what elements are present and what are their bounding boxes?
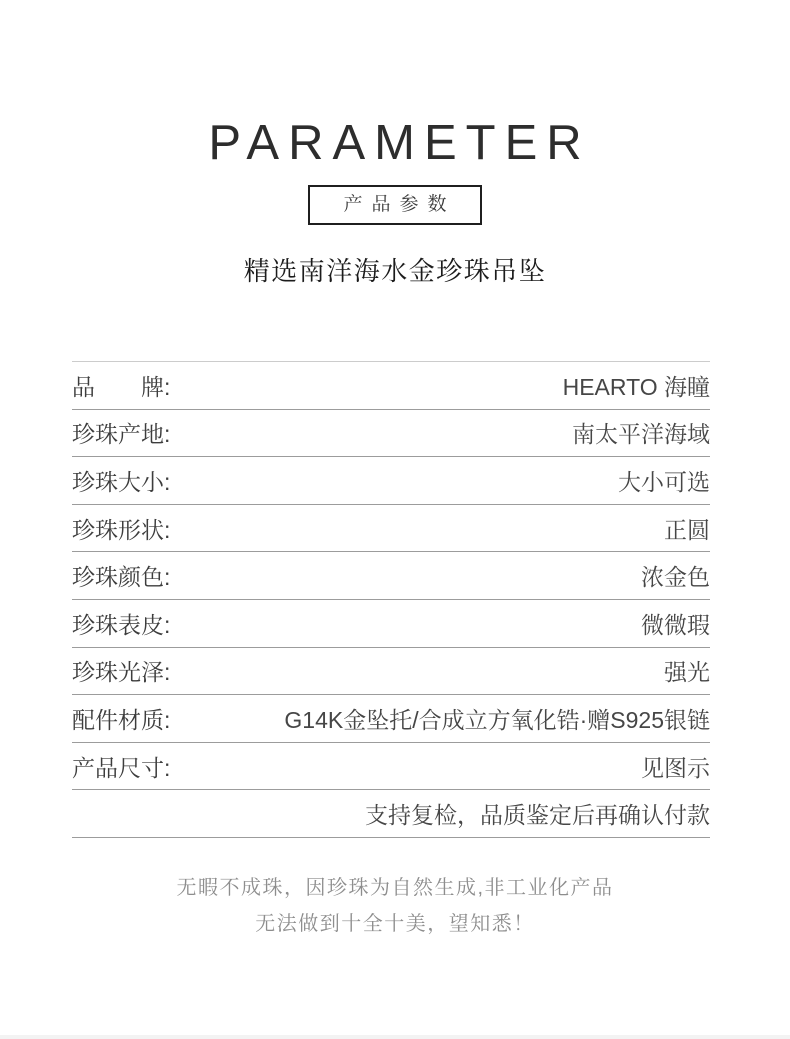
badge-container [0,185,790,225]
spec-value: 南太平洋海域 [572,421,710,448]
spec-row-dimensions [72,743,710,791]
spec-value: HEARTO 海瞳 [562,373,710,400]
spec-row-recheck-notice [72,790,710,838]
spec-value: 浓金色 [641,564,710,591]
footer-disclaimer [0,870,790,942]
spec-label: 配件材质: [72,706,171,733]
footer-disclaimer-line1: 无暇不成珠，因珍珠为自然生成,非工业化产品 [176,876,614,899]
recheck-notice-text: 支持复检，品质鉴定后再确认付款 [365,802,710,829]
bottom-edge-strip [0,1035,790,1039]
spec-label: 产品尺寸: [72,754,171,781]
spec-label: 珍珠大小: [72,468,171,495]
spec-value: 微微瑕 [641,611,710,638]
spec-label: 珍珠颜色: [72,564,171,591]
spec-row-material [72,695,710,743]
spec-label: 珍珠形状: [72,516,171,543]
spec-label: 珍珠光泽: [72,659,171,686]
spec-value: G14K金坠托/合成立方氧化锆·赠S925银链 [284,706,710,733]
spec-label: 珍珠产地: [72,421,171,448]
product-params-badge: 产品参数 [308,185,481,225]
spec-value: 强光 [664,659,710,686]
spec-row-surface [72,600,710,648]
spec-row-shape [72,505,710,553]
spec-row-brand [72,362,710,410]
spec-row-color [72,552,710,600]
spec-label: 品 牌: [72,373,171,400]
spec-row-origin [72,410,710,458]
spec-value: 正圆 [664,516,710,543]
page-title: PARAMETER [208,116,591,170]
spec-value: 见图示 [641,754,710,781]
spec-table [72,361,710,838]
spec-label: 珍珠表皮: [72,611,171,638]
spec-row-luster [72,648,710,696]
spec-row-size [72,457,710,505]
product-subtitle: 精选南洋海水金珍珠吊坠 [243,255,547,286]
footer-disclaimer-line2: 无法做到十全十美，望知悉！ [255,912,535,935]
spec-value: 大小可选 [618,468,710,495]
